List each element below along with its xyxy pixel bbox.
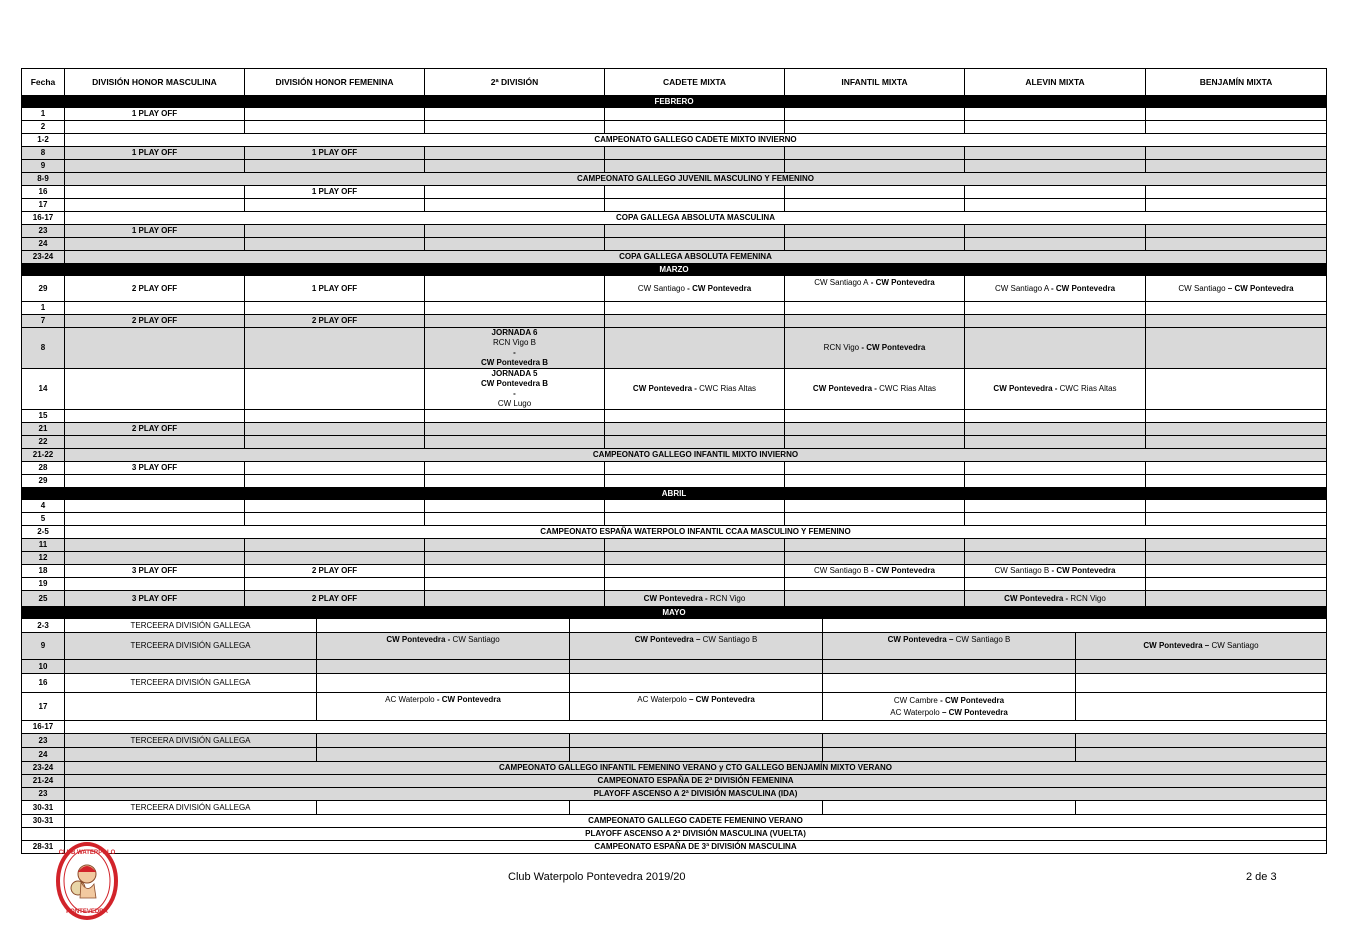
date-cell: 21 xyxy=(22,423,65,436)
table-row xyxy=(22,619,1327,633)
table-row xyxy=(22,251,1327,264)
match-cell: AC Waterpolo - CW Pontevedra xyxy=(317,693,570,720)
table-row xyxy=(22,591,1327,607)
event-title: CAMPEONATO GALLEGO CADETE MIXTO INVIERNO xyxy=(65,134,1327,147)
col-header-div-honor-fem: DIVISIÓN HONOR FEMENINA xyxy=(245,69,425,96)
table-row xyxy=(22,199,1327,212)
match-cell: CW Santiago B - CW Pontevedra xyxy=(785,565,965,578)
table-row xyxy=(22,212,1327,225)
table-row xyxy=(22,186,1327,199)
cell: 1 PLAY OFF xyxy=(65,147,245,160)
table-row xyxy=(22,225,1327,238)
table-row xyxy=(22,828,1327,841)
date-cell xyxy=(22,828,65,841)
date-cell: 12 xyxy=(22,552,65,565)
col-header-infantil: INFANTIL MIXTA xyxy=(785,69,965,96)
date-cell: 9 xyxy=(22,160,65,173)
table-row xyxy=(22,633,1327,660)
date-cell: 16 xyxy=(22,674,65,693)
table-row xyxy=(22,748,1327,762)
table-row xyxy=(22,734,1327,748)
date-cell: 15 xyxy=(22,410,65,423)
cell: 3 PLAY OFF xyxy=(65,591,245,607)
match-cell: CW Pontevedra - CWC Rias Altas xyxy=(965,369,1146,410)
cell: 2 PLAY OFF xyxy=(65,315,245,328)
table-row xyxy=(22,173,1327,186)
match-cell: CW Pontevedra - CWC Rias Altas xyxy=(785,369,965,410)
club-logo xyxy=(56,842,118,920)
table-row xyxy=(22,526,1327,539)
cell: 2 PLAY OFF xyxy=(245,565,425,578)
date-cell: 8 xyxy=(22,147,65,160)
match-cell: CW Santiago – CW Pontevedra xyxy=(1146,276,1327,302)
event-title: CAMPEONATO ESPAÑA DE 2ª DIVISIÓN FEMENINA xyxy=(65,775,1327,788)
match-cell: CW Pontevedra - CW Santiago xyxy=(317,633,570,659)
header-row xyxy=(22,69,1327,96)
event-title: CAMPEONATO ESPAÑA WATERPOLO INFANTIL CCAA MASCULINO Y FEMENINO xyxy=(65,526,1327,539)
match-cell: CW Pontevedra - CWC Rias Altas xyxy=(605,369,785,410)
table-row xyxy=(22,160,1327,173)
date-cell: 10 xyxy=(22,660,65,674)
month-header: FEBRERO xyxy=(22,96,1327,108)
table-row xyxy=(22,147,1327,160)
date-cell: 21-22 xyxy=(22,449,65,462)
table-row xyxy=(22,815,1327,828)
svg-text:PONTEVEDRA: PONTEVEDRA xyxy=(66,909,108,915)
date-cell: 1 xyxy=(22,108,65,121)
cell: 3 PLAY OFF xyxy=(65,462,245,475)
table-row xyxy=(22,475,1327,488)
cell: 1 PLAY OFF xyxy=(245,186,425,199)
cell: TERCEERA DIVISIÓN GALLEGA xyxy=(65,633,317,659)
col-header-fecha: Fecha xyxy=(22,69,65,96)
date-cell: 8-9 xyxy=(22,173,65,186)
event-title: CAMPEONATO GALLEGO CADETE FEMENINO VERANO xyxy=(65,815,1327,828)
match-cell: AC Waterpolo – CW Pontevedra xyxy=(570,693,823,720)
table-row xyxy=(22,788,1327,801)
match-cell: RCN Vigo - CW Pontevedra xyxy=(785,328,965,369)
date-cell: 1-2 xyxy=(22,134,65,147)
cell: 2 PLAY OFF xyxy=(245,591,425,607)
table-row xyxy=(22,302,1327,315)
date-cell: 1 xyxy=(22,302,65,315)
table-row xyxy=(22,660,1327,674)
table-row xyxy=(22,423,1327,436)
schedule-table xyxy=(21,68,1327,854)
event-title: CAMPEONATO GALLEGO INFANTIL MIXTO INVIERNO xyxy=(65,449,1327,462)
table-row xyxy=(22,315,1327,328)
date-cell: 29 xyxy=(22,475,65,488)
table-row xyxy=(22,462,1327,475)
date-cell: 17 xyxy=(22,693,65,721)
match-cell: CW Santiago - CW Pontevedra xyxy=(605,276,785,302)
table-row xyxy=(22,500,1327,513)
table-row xyxy=(22,369,1327,410)
date-cell: 2-3 xyxy=(22,619,65,633)
table-row xyxy=(22,539,1327,552)
match-cell: CW Pontevedra – CW Santiago B xyxy=(823,633,1076,659)
date-cell: 30-31 xyxy=(22,815,65,828)
match-cell: CW Pontevedra – CW Santiago B xyxy=(570,633,823,659)
match-cell: CW Cambre - CW Pontevedra AC Waterpolo – CW Pontevedra xyxy=(823,693,1076,720)
date-cell: 28-31 xyxy=(22,841,65,854)
match-cell: CW Santiago A - CW Pontevedra xyxy=(965,276,1146,302)
table-row xyxy=(22,578,1327,591)
date-cell: 16-17 xyxy=(22,721,65,734)
match-cell: CW Santiago B - CW Pontevedra xyxy=(965,565,1146,578)
date-cell: 2-5 xyxy=(22,526,65,539)
col-header-div-honor-masc: DIVISIÓN HONOR MASCULINA xyxy=(65,69,245,96)
match-cell: CW Pontevedra – CW Santiago xyxy=(1143,641,1259,650)
col-header-benjamin: BENJAMÍN MIXTA xyxy=(1146,69,1327,96)
cell: 1 PLAY OFF xyxy=(245,276,425,302)
date-cell: 23 xyxy=(22,225,65,238)
table-row xyxy=(22,410,1327,423)
table-row xyxy=(22,565,1327,578)
table-row xyxy=(22,121,1327,134)
table-row xyxy=(22,449,1327,462)
date-cell: 11 xyxy=(22,539,65,552)
match-cell: CW Pontevedra - RCN Vigo xyxy=(965,591,1146,607)
cell: 1 PLAY OFF xyxy=(65,225,245,238)
date-cell: 16-17 xyxy=(22,212,65,225)
cell: TERCEERA DIVISIÓN GALLEGA xyxy=(65,734,317,747)
date-cell: 2 xyxy=(22,121,65,134)
date-cell: 14 xyxy=(22,369,65,410)
col-header-cadete: CADETE MIXTA xyxy=(605,69,785,96)
event-title: CAMPEONATO GALLEGO INFANTIL FEMENINO VERANO y CTO GALLEGO BENJAMÍN MIXTO VERANO xyxy=(65,762,1327,775)
date-cell: 30-31 xyxy=(22,801,65,815)
event-title: CAMPEONATO GALLEGO JUVENIL MASCULINO Y FEMENINO xyxy=(65,173,1327,186)
table-row xyxy=(22,552,1327,565)
table-row xyxy=(22,674,1327,693)
date-cell: 28 xyxy=(22,462,65,475)
table-row xyxy=(22,841,1327,854)
col-header-alevin: ALEVIN MIXTA xyxy=(965,69,1146,96)
date-cell: 4 xyxy=(22,500,65,513)
page-number: 2 de 3 xyxy=(1246,871,1277,883)
table-row xyxy=(22,276,1327,302)
cell: 1 PLAY OFF xyxy=(245,147,425,160)
month-header: MAYO xyxy=(22,607,1327,619)
cell: 1 PLAY OFF xyxy=(65,108,245,121)
table-row xyxy=(22,762,1327,775)
date-cell: 16 xyxy=(22,186,65,199)
date-cell: 25 xyxy=(22,591,65,607)
col-header-2a-division: 2ª DIVISIÓN xyxy=(425,69,605,96)
cell: TERCEERA DIVISIÓN GALLEGA xyxy=(65,801,317,814)
match-cell: CW Pontevedra - RCN Vigo xyxy=(605,591,785,607)
table-row xyxy=(22,801,1327,815)
event-title: PLAYOFF ASCENSO A 2ª DIVISIÓN MASCULINA (VUELTA) xyxy=(65,828,1327,841)
month-header: ABRIL xyxy=(22,488,1327,500)
table-row xyxy=(22,134,1327,147)
cell: TERCEERA DIVISIÓN GALLEGA xyxy=(65,619,317,632)
date-cell: 7 xyxy=(22,315,65,328)
match-cell: CW Santiago A - CW Pontevedra xyxy=(785,276,965,302)
svg-text:CLUB WATERPOLO: CLUB WATERPOLO xyxy=(58,850,116,856)
date-cell: 17 xyxy=(22,199,65,212)
date-cell: 24 xyxy=(22,238,65,251)
event-title: PLAYOFF ASCENSO A 2ª DIVISIÓN MASCULINA (IDA) xyxy=(65,788,1327,801)
date-cell: 29 xyxy=(22,276,65,302)
date-cell: 23 xyxy=(22,734,65,748)
date-cell: 22 xyxy=(22,436,65,449)
month-header: MARZO xyxy=(22,264,1327,276)
table-row xyxy=(22,436,1327,449)
date-cell: 23-24 xyxy=(22,251,65,264)
date-cell: 5 xyxy=(22,513,65,526)
event-title: CAMPEONATO ESPAÑA DE 3ª DIVISIÓN MASCULINA xyxy=(65,841,1327,854)
date-cell: 21-24 xyxy=(22,775,65,788)
table-row xyxy=(22,721,1327,734)
date-cell: 23-24 xyxy=(22,762,65,775)
match-cell: JORNADA 5 CW Pontevedra B - CW Lugo xyxy=(425,369,605,410)
table-row xyxy=(22,775,1327,788)
cell: 3 PLAY OFF xyxy=(65,565,245,578)
table-row xyxy=(22,693,1327,721)
event-title: COPA GALLEGA ABSOLUTA FEMENINA xyxy=(65,251,1327,264)
cell: 2 PLAY OFF xyxy=(65,423,245,436)
date-cell: 23 xyxy=(22,788,65,801)
table-row xyxy=(22,513,1327,526)
date-cell: 24 xyxy=(22,748,65,762)
date-cell: 19 xyxy=(22,578,65,591)
match-cell: JORNADA 6 RCN Vigo B - CW Pontevedra B xyxy=(425,328,605,369)
date-cell: 18 xyxy=(22,565,65,578)
table-row xyxy=(22,238,1327,251)
table-row xyxy=(22,108,1327,121)
cell: 2 PLAY OFF xyxy=(65,276,245,302)
footer-club: Club Waterpolo Pontevedra 2019/20 xyxy=(508,871,686,883)
cell: TERCEERA DIVISIÓN GALLEGA xyxy=(65,674,317,692)
table-row xyxy=(22,328,1327,369)
date-cell: 9 xyxy=(22,633,65,660)
event-title: COPA GALLEGA ABSOLUTA MASCULINA xyxy=(65,212,1327,225)
cell: 2 PLAY OFF xyxy=(245,315,425,328)
date-cell: 8 xyxy=(22,328,65,369)
